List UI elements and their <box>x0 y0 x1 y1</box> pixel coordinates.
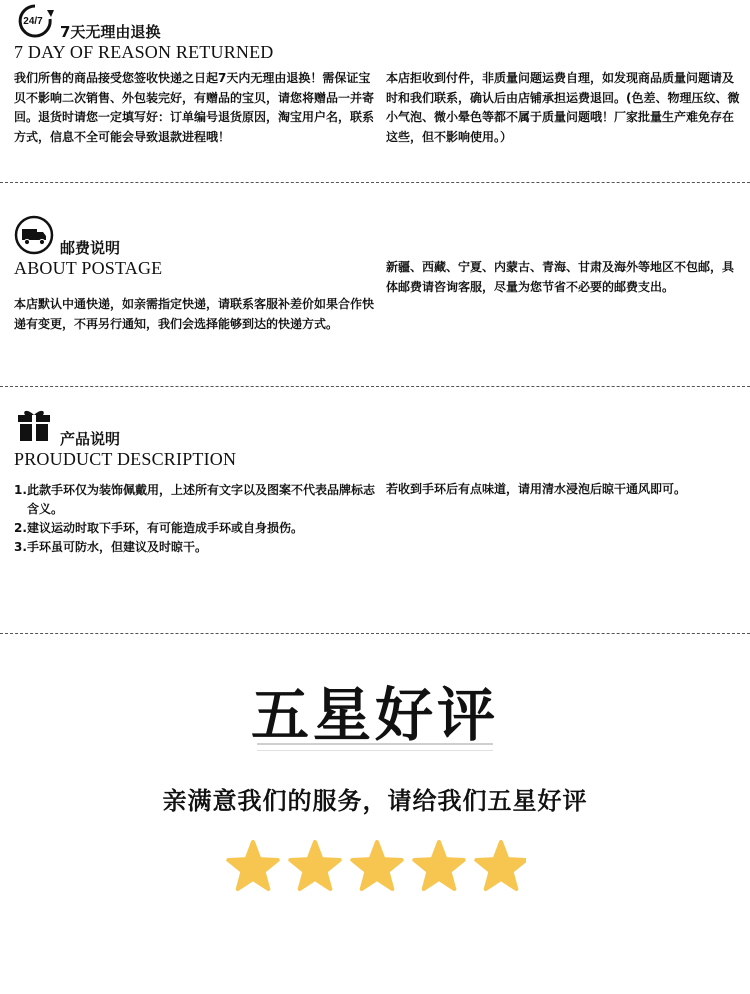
star-icon <box>476 842 525 889</box>
review-request-text: 亲满意我们的服务，请给我们五星好评 <box>162 787 588 815</box>
star-icon <box>414 842 463 889</box>
list-item: 1. 此款手环仅为装饰佩戴用，上述所有文字以及图案不代表品牌标志含义。 <box>14 483 376 516</box>
list-item: 3. 手环虽可防水，但建议及时晾干。 <box>14 540 208 554</box>
svg-text:24/7: 24/7 <box>23 16 43 27</box>
postage-title-cn: 邮费说明 <box>60 239 121 257</box>
star-icon <box>228 842 277 889</box>
product-odor-text: 若收到手环后有点味道，请用清水浸泡后晾干通风即可。 <box>386 482 687 496</box>
returns-quality-text: 本店拒收到付件，非质量问题运费自理，如发现商品质量问题请及时和我们联系，确认后由店铺承担运费退回。(色差、物理压纹、微小气泡、微小晕色等都不属于质量问题哦！厂家批量生产难免存在这些，但不影响使用。） <box>386 71 740 144</box>
returns-policy-text: 我们所售的商品接受您签收快递之日起7天内无理由退换！需保证宝贝不影响二次销售、外包装完好，有赠品的宝贝，请您将赠品一并寄回。退货时请您一定填写好：订单编号退货原因，淘宝用户名，联系方式，信息不全可能会导致退款进程哦！ <box>14 71 375 144</box>
postage-courier-text: 本店默认中通快递，如亲需指定快递，请联系客服补差价如果合作快递有变更，不再另行通知，我们会选择能够到达的快递方式。 <box>14 297 375 331</box>
product-notes-list <box>14 481 380 557</box>
star-icon <box>352 842 401 889</box>
returns-title-cn: 7天无理由退换 <box>60 23 161 41</box>
title-underline <box>257 750 493 751</box>
section-divider <box>0 633 750 634</box>
delivery-truck-icon <box>14 215 54 255</box>
five-star-rating <box>226 840 526 894</box>
gift-box-icon <box>18 409 50 443</box>
section-divider <box>0 386 750 387</box>
product-title-en: PROUDUCT DESCRIPTION <box>14 449 237 469</box>
postage-title-en: ABOUT POSTAGE <box>14 258 163 278</box>
returns-title-en: 7 DAY OF REASON RETURNED <box>14 42 274 62</box>
postage-region-text: 新疆、西藏、宁夏、内蒙古、青海、甘肃及海外等地区不包邮，具体邮费请咨询客服，尽量为您节省不必要的邮费支出。 <box>386 260 735 294</box>
title-underline <box>257 743 493 745</box>
section-divider <box>0 182 750 183</box>
product-title-cn: 产品说明 <box>60 430 121 448</box>
clock-24-7-icon <box>14 2 58 38</box>
star-icon <box>290 842 339 889</box>
five-star-review-title: 五星好评 <box>250 681 499 749</box>
list-item: 2. 建议运动时取下手环，有可能造成手环或自身损伤。 <box>14 521 304 535</box>
